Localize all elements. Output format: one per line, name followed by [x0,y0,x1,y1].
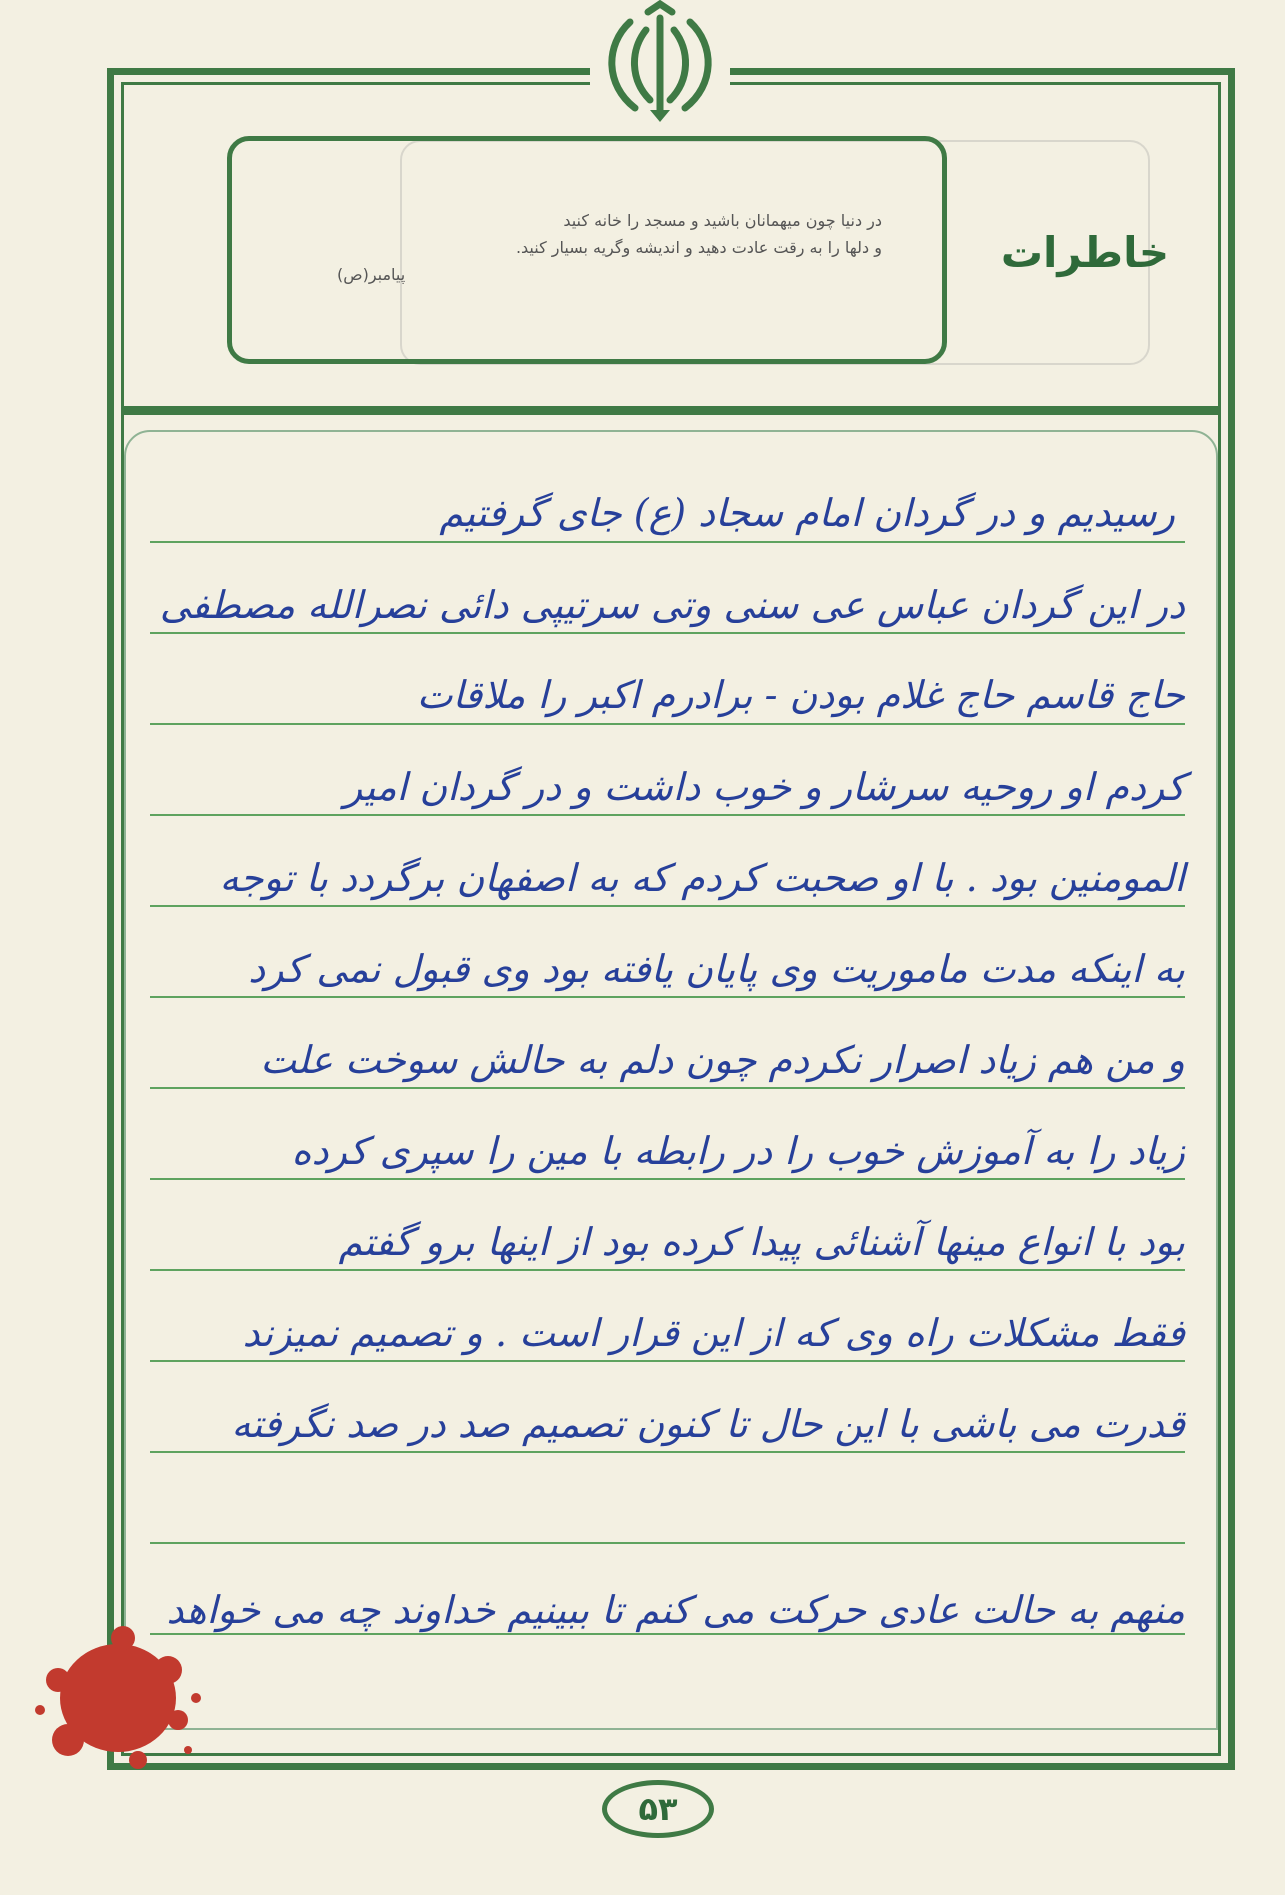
handwritten-line: زیاد را به آموزش خوب را در رابطه با مین را سپری کرده [291,1129,1185,1173]
handwritten-line: به اینکه مدت ماموریت وی پایان یافته بود وی قبول نمی کرد [248,947,1185,991]
handwritten-line: کردم او روحیه سرشار و خوب داشت و در گردان امیر [343,765,1185,809]
handwritten-line: و من هم زیاد اصرار نکردم چون دلم به حالش سوخت علت [260,1038,1185,1082]
quote-line: در دنیا چون میهمانان باشید و مسجد را خانه کنید [563,211,882,230]
handwritten-line: رسیدیم و در گردان امام سجاد (ع) جای گرفتیم [439,491,1175,535]
handwritten-line: منهم به حالت عادی حرکت می کنم تا ببینیم خداوند چه می خواهد [166,1588,1185,1632]
handwritten-line: فقط مشکلات راه وی که از این قرار است . و تصمیم نمیزند [242,1311,1185,1355]
blood-stain [28,1610,208,1780]
page-number: ۵۳ [602,1780,714,1838]
quote-author: پیامبر(ص) [337,265,406,284]
handwritten-line: در این گردان عباس عی سنی وتی سرتیپی دائی نصرالله مصطفی [159,583,1185,627]
handwritten-line: المومنین بود . با او صحبت کردم که به اصفهان برگردد با توجه [219,856,1185,900]
handwritten-line: بود با انواع مینها آشنائی پیدا کرده بود از اینها برو گفتم [338,1220,1185,1264]
quote-box [227,136,947,364]
handwritten-line: حاج قاسم حاج غلام بودن - برادرم اکبر را ملاقات [416,673,1185,717]
section-title: خاطرات [1000,228,1170,277]
handwritten-line: قدرت می باشی با این حال تا کنون تصمیم صد در صد نگرفته [231,1402,1185,1446]
quote-line: و دلها را به رقت عادت دهید و اندیشه وگریه بسیار کنید. [515,238,882,257]
